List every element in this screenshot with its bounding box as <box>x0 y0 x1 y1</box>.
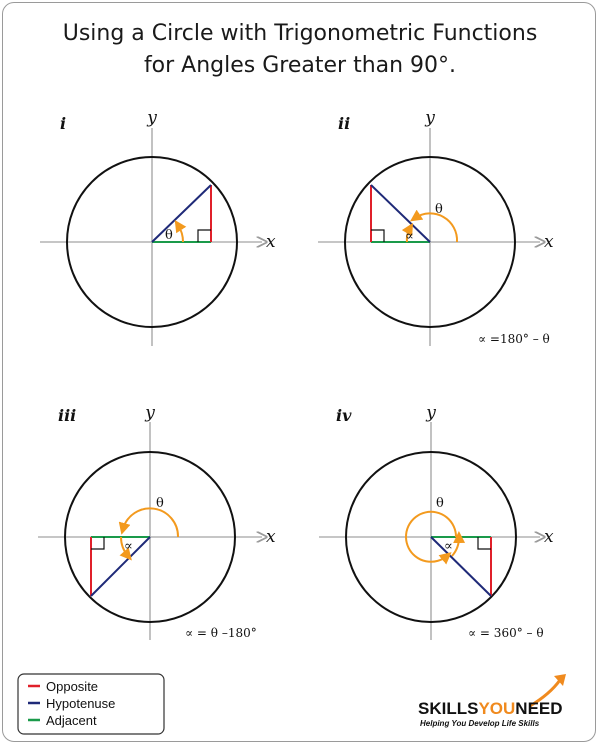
skills-you-need-logo <box>418 674 566 728</box>
panel-label: iii <box>58 406 77 425</box>
alpha-arc <box>452 537 459 556</box>
y-axis-label: y <box>147 108 157 128</box>
x-axis-label: x <box>544 232 554 252</box>
panel-ii <box>318 108 554 346</box>
alpha-formula: ∝ =180° – θ <box>478 332 550 346</box>
legend-label-opposite: Opposite <box>46 679 99 694</box>
alpha-formula: ∝ = 360° – θ <box>468 626 544 640</box>
panel-iii <box>38 403 276 640</box>
legend <box>18 674 164 734</box>
panel-label: ii <box>338 114 351 133</box>
alpha-symbol: ∝ <box>405 229 414 244</box>
alpha-symbol: ∝ <box>124 539 133 554</box>
right-angle-marker <box>91 537 104 549</box>
right-angle-marker <box>371 230 384 242</box>
x-axis-label: x <box>544 527 554 547</box>
right-angle-marker <box>478 537 491 549</box>
right-angle-marker <box>198 230 211 242</box>
hypotenuse-side <box>91 537 150 596</box>
logo-wordmark: SKILLSYOUNEED <box>418 699 563 718</box>
theta-symbol: θ <box>156 496 164 511</box>
logo-tagline: Helping You Develop Life Skills <box>420 719 540 728</box>
theta-symbol: θ <box>436 496 444 511</box>
panel-label: iv <box>336 406 352 425</box>
theta-symbol: θ <box>435 202 443 217</box>
y-axis-label: y <box>426 403 436 423</box>
legend-label-hypotenuse: Hypotenuse <box>46 696 116 711</box>
panel-iv <box>319 403 554 640</box>
title-line-2: for Angles Greater than 90°. <box>143 53 457 78</box>
panel-i <box>40 108 276 346</box>
legend-label-adjacent: Adjacent <box>46 713 97 728</box>
y-axis-label: y <box>145 403 155 423</box>
theta-symbol: θ <box>165 228 173 243</box>
hypotenuse-side <box>431 537 491 596</box>
hypotenuse-side <box>371 185 430 242</box>
y-axis-label: y <box>425 108 435 128</box>
panel-label: i <box>60 114 67 133</box>
title-line-1: Using a Circle with Trigonometric Functions <box>62 21 538 46</box>
alpha-formula: ∝ = θ –180° <box>185 626 257 640</box>
angle-arc <box>178 225 183 242</box>
x-axis-label: x <box>266 232 276 252</box>
alpha-symbol: ∝ <box>444 539 453 554</box>
x-axis-label: x <box>266 527 276 547</box>
theta-arc <box>415 213 457 242</box>
